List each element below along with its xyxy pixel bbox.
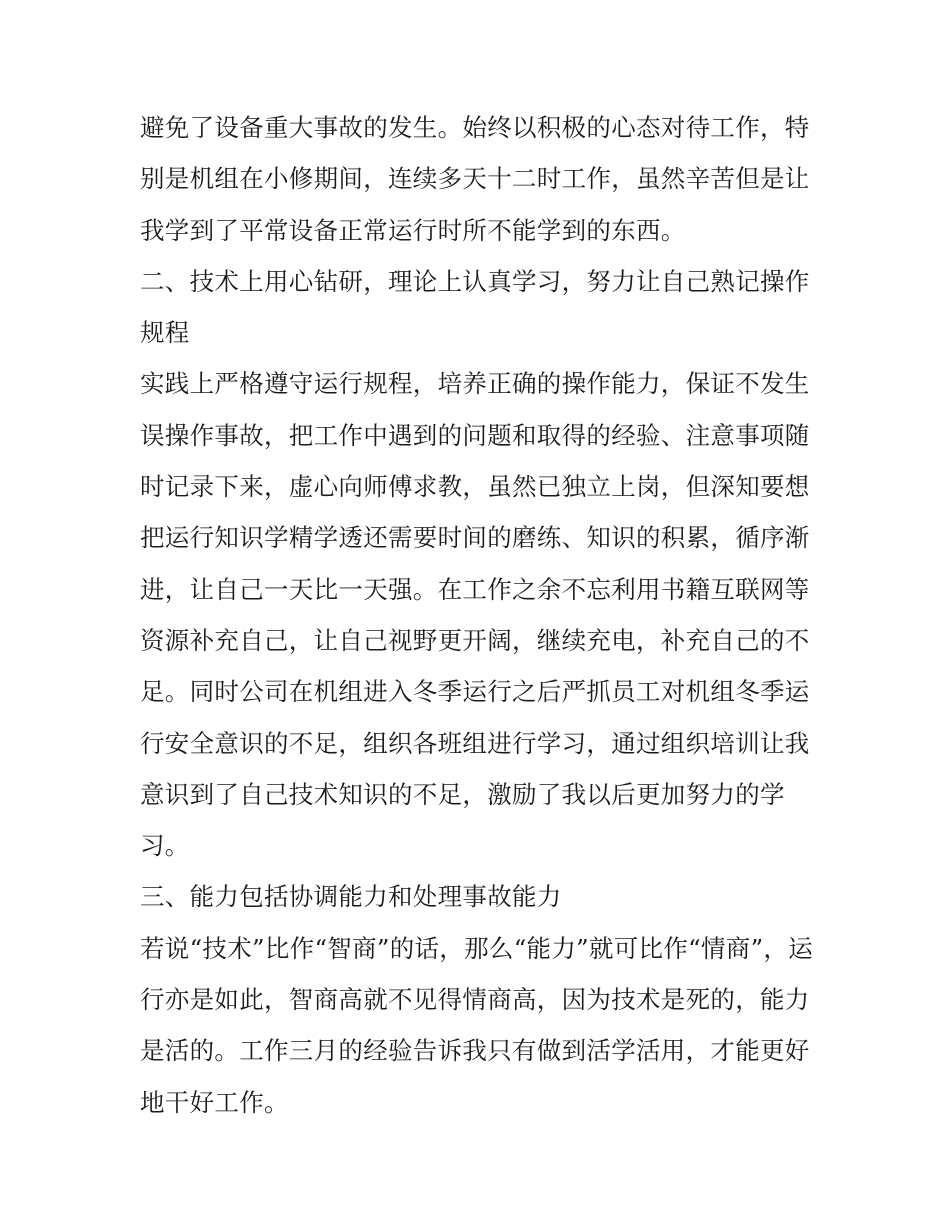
text-line: 进，让自己一天比一天强。在工作之余不忘利用书籍互联网等: [140, 574, 810, 604]
text-line: 把运行知识学精学透还需要时间的磨练、知识的积累，循序渐: [140, 523, 810, 553]
section-heading-3: 三、能力包括协调能力和处理事故能力: [140, 882, 562, 912]
text-line: 资源补充自己，让自己视野更开阔，继续充电，补充自己的不: [140, 625, 810, 655]
text-line: 我学到了平常设备正常运行时所不能学到的东西。: [140, 215, 686, 245]
text-line: 若说“技术”比作“智商”的话，那么“能力”就可比作“情商”，运: [140, 933, 813, 963]
text-line: 别是机组在小修期间，连续多天十二时工作，虽然辛苦但是让: [140, 164, 810, 194]
text-line: 实践上严格遵守运行规程，培养正确的操作能力，保证不发生: [140, 369, 810, 399]
document-body: [140, 102, 820, 1128]
text-line: 行安全意识的不足，组织各班组进行学习，通过组织培训让我: [140, 728, 810, 758]
section-heading-2: 二、技术上用心钻研，理论上认真学习，努力让自己熟记操作: [140, 266, 810, 296]
text-line: 习。: [140, 831, 190, 861]
text-line: 地干好工作。: [140, 1087, 289, 1117]
text-line: 是活的。工作三月的经验告诉我只有做到活学活用，才能更好: [140, 1036, 810, 1066]
text-line: 意识到了自己技术知识的不足，激励了我以后更加努力的学: [140, 779, 785, 809]
text-line: 避免了设备重大事故的发生。始终以积极的心态对待工作，特: [140, 113, 810, 142]
section-heading-2-cont: 规程: [140, 318, 190, 348]
text-line: 时记录下来，虚心向师傅求教，虽然已独立上岗，但深知要想: [140, 472, 810, 502]
text-line: 误操作事故，把工作中遇到的问题和取得的经验、注意事项随: [140, 420, 810, 450]
text-line: 行亦是如此，智商高就不见得情商高，因为技术是死的，能力: [140, 985, 810, 1015]
text-line: 足。同时公司在机组进入冬季运行之后严抓员工对机组冬季运: [140, 677, 810, 707]
